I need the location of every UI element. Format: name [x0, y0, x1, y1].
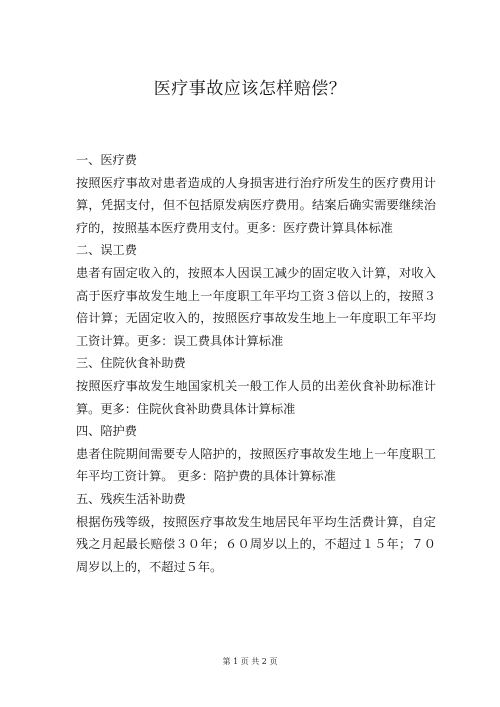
section-body-lost-wages: 患者有固定收入的，按照本人因误工减少的固定收入计算，对收入高于医疗事故发生地上一年度职工年平均工资３倍以上的，按照３倍计算；无固定收入的，按照医疗事故发生地上一年度职工年平均工资计算。更多：误工费具体计算标准	[76, 265, 436, 348]
section-heading-disability-subsidy: 五、残疾生活补助费	[76, 491, 186, 506]
section-body-meal-subsidy: 按照医疗事故发生地国家机关一般工作人员的出差伙食补助标准计算。更多：住院伙食补助费具体计算标准	[76, 378, 436, 416]
section-heading-medical-fees: 一、医疗费	[76, 153, 137, 167]
document-title: 医疗事故应该怎样赔偿？	[153, 79, 347, 99]
page-footer: 第 1 页 共 2 页	[222, 657, 278, 666]
section-heading-nursing-fees: 四、陪护费	[76, 424, 137, 439]
section-body-disability-subsidy: 根据伤残等级，按照医疗事故发生地居民年平均生活费计算，自定残之月起最长赔偿３０年；６０周岁以上的，不超过１５年；７０周岁以上的，不超过５年。	[76, 514, 436, 574]
document-body	[76, 149, 436, 578]
section-body-nursing-fees: 患者住院期间需要专人陪护的，按照医疗事故发生地上一年度职工年平均工资计算。 更多：陪护费的具体计算标准	[76, 446, 436, 484]
section-body-medical-fees: 按照医疗事故对患者造成的人身损害进行治疗所发生的医疗费用计算，凭据支付，但不包括原发病医疗费用。结案后确实需要继续治疗的，按照基本医疗费用支付。更多：医疗费计算具体标准	[76, 175, 436, 235]
section-heading-meal-subsidy: 三、住院伙食补助费	[76, 356, 186, 371]
section-heading-lost-wages: 二、误工费	[76, 243, 137, 258]
